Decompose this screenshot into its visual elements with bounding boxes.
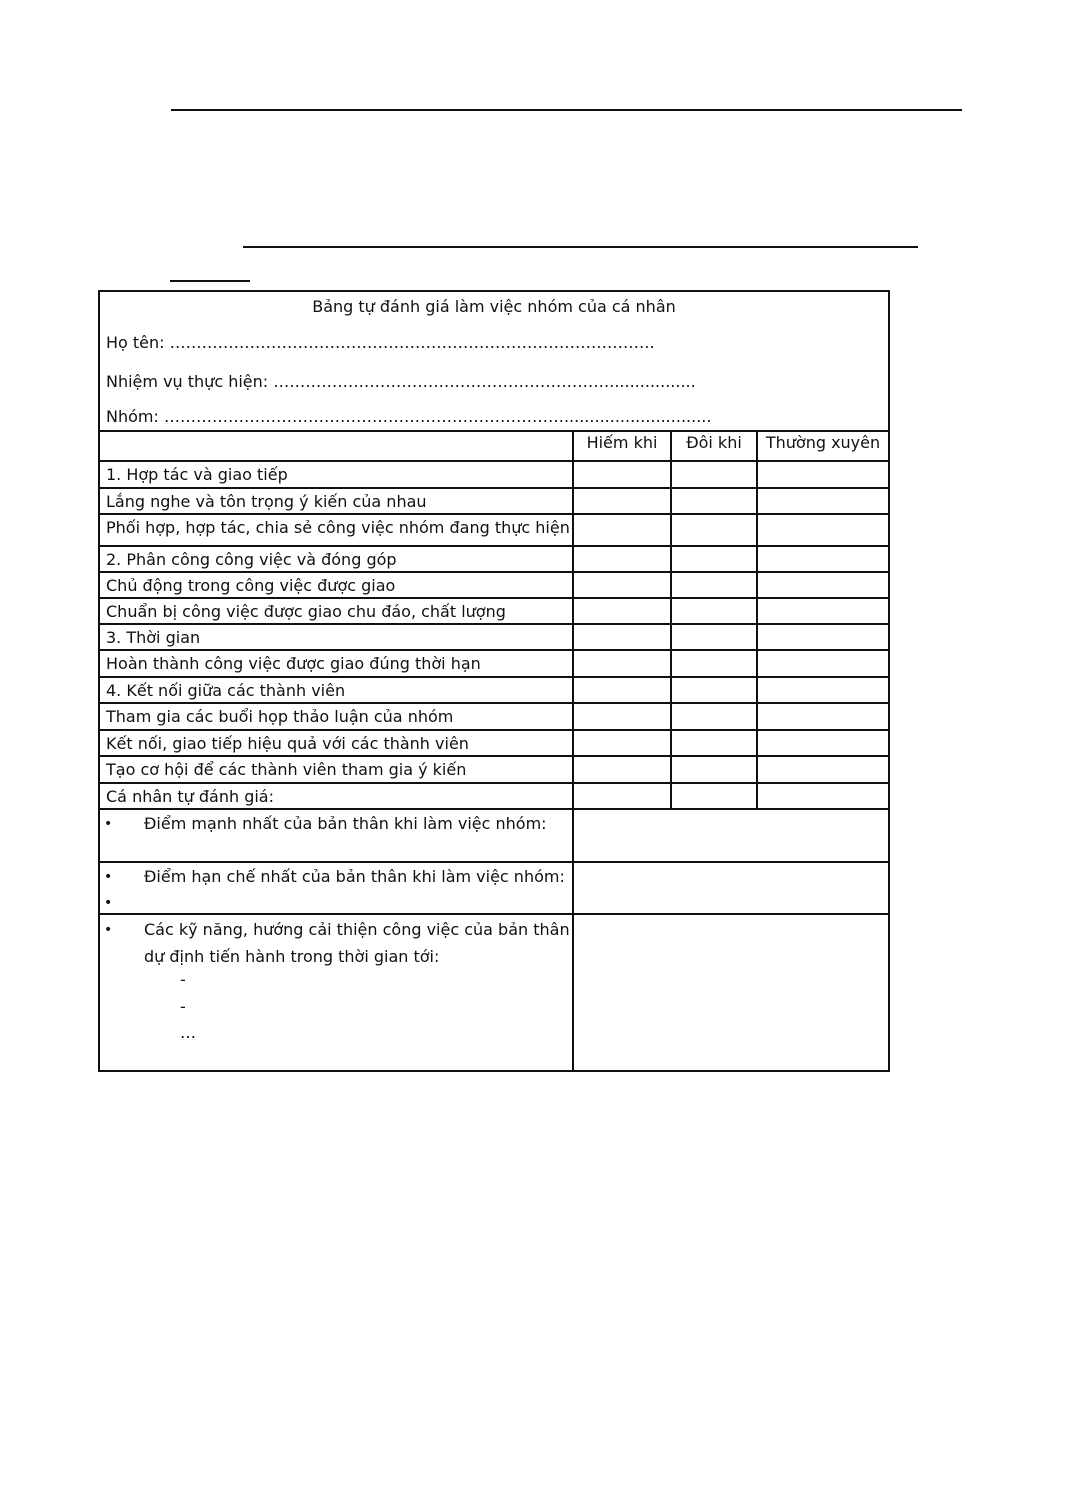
row-label: 2. Phân công công việc và đóng góp	[106, 550, 397, 569]
row-label: Kết nối, giao tiếp hiệu quả với các thành viên	[106, 734, 469, 753]
name-field[interactable]: Họ tên: ……………………………………………………………………………….	[106, 333, 655, 352]
row-label: 1. Hợp tác và giao tiếp	[106, 465, 288, 484]
table-row[interactable]	[100, 515, 888, 547]
middle-rule	[243, 246, 918, 248]
bullet-icon: •	[104, 869, 113, 885]
column-divider	[756, 430, 758, 810]
top-rule	[171, 109, 962, 111]
table-row[interactable]	[100, 731, 888, 757]
table-row[interactable]	[100, 599, 888, 625]
row-label: Cá nhân tự đánh giá:	[106, 787, 274, 806]
col-rarely: Hiếm khi	[586, 433, 658, 452]
strength-label: Điểm mạnh nhất của bản thân khi làm việc nhóm:	[144, 814, 547, 833]
improvement-cell[interactable]	[100, 915, 888, 1070]
dash-item: -	[180, 997, 186, 1016]
row-label: Chuẩn bị công việc được giao chu đáo, chất lượng	[106, 602, 506, 621]
col-often: Thường xuyên	[765, 433, 881, 452]
table-row[interactable]	[100, 757, 888, 784]
group-field[interactable]: Nhóm: ………………………………………………………………….............................	[106, 407, 712, 426]
column-header-row	[100, 430, 888, 462]
weakness-row[interactable]	[100, 863, 888, 915]
row-label: Tham gia các buổi họp thảo luận của nhóm	[106, 707, 454, 726]
table-row[interactable]	[100, 704, 888, 731]
bullet-icon: •	[104, 816, 113, 832]
improvement-label-cont: dự định tiến hành trong thời gian tới:	[144, 947, 440, 966]
table-row[interactable]	[100, 651, 888, 678]
table-row[interactable]	[100, 784, 888, 810]
table-row[interactable]	[100, 678, 888, 704]
row-label: Phối hợp, hợp tác, chia sẻ công việc nhóm đang thực hiện	[106, 518, 570, 537]
form-title: Bảng tự đánh giá làm việc nhóm của cá nhân	[312, 297, 676, 316]
bullet-icon: •	[104, 922, 113, 938]
row-label: 4. Kết nối giữa các thành viên	[106, 681, 346, 700]
ellipsis-item: …	[180, 1023, 196, 1042]
form-header	[100, 292, 888, 432]
weakness-label: Điểm hạn chế nhất của bản thân khi làm việc nhóm:	[144, 867, 565, 886]
self-assessment-form	[98, 290, 890, 1072]
strength-row[interactable]	[100, 810, 888, 863]
table-row[interactable]	[100, 625, 888, 651]
row-label: Tạo cơ hội để các thành viên tham gia ý kiến	[106, 760, 467, 779]
row-label: Chủ động trong công việc được giao	[106, 576, 396, 595]
table-row[interactable]	[100, 489, 888, 515]
improvement-label: Các kỹ năng, hướng cải thiện công việc của bản thân	[144, 920, 570, 939]
row-label: Hoàn thành công việc được giao đúng thời hạn	[106, 654, 481, 673]
col-sometimes: Đôi khi	[686, 433, 742, 452]
column-divider	[572, 430, 574, 1070]
row-label: Lắng nghe và tôn trọng ý kiến của nhau	[106, 492, 427, 511]
table-row[interactable]	[100, 547, 888, 573]
table-row[interactable]	[100, 573, 888, 599]
dash-item: -	[180, 970, 186, 989]
table-row[interactable]	[100, 462, 888, 489]
task-field[interactable]: Nhiệm vụ thực hiện: ……………………………………………………….................	[106, 372, 696, 391]
row-label: 3. Thời gian	[106, 628, 201, 647]
column-divider	[670, 430, 672, 810]
short-rule	[170, 280, 250, 282]
bullet-icon: •	[104, 895, 113, 911]
